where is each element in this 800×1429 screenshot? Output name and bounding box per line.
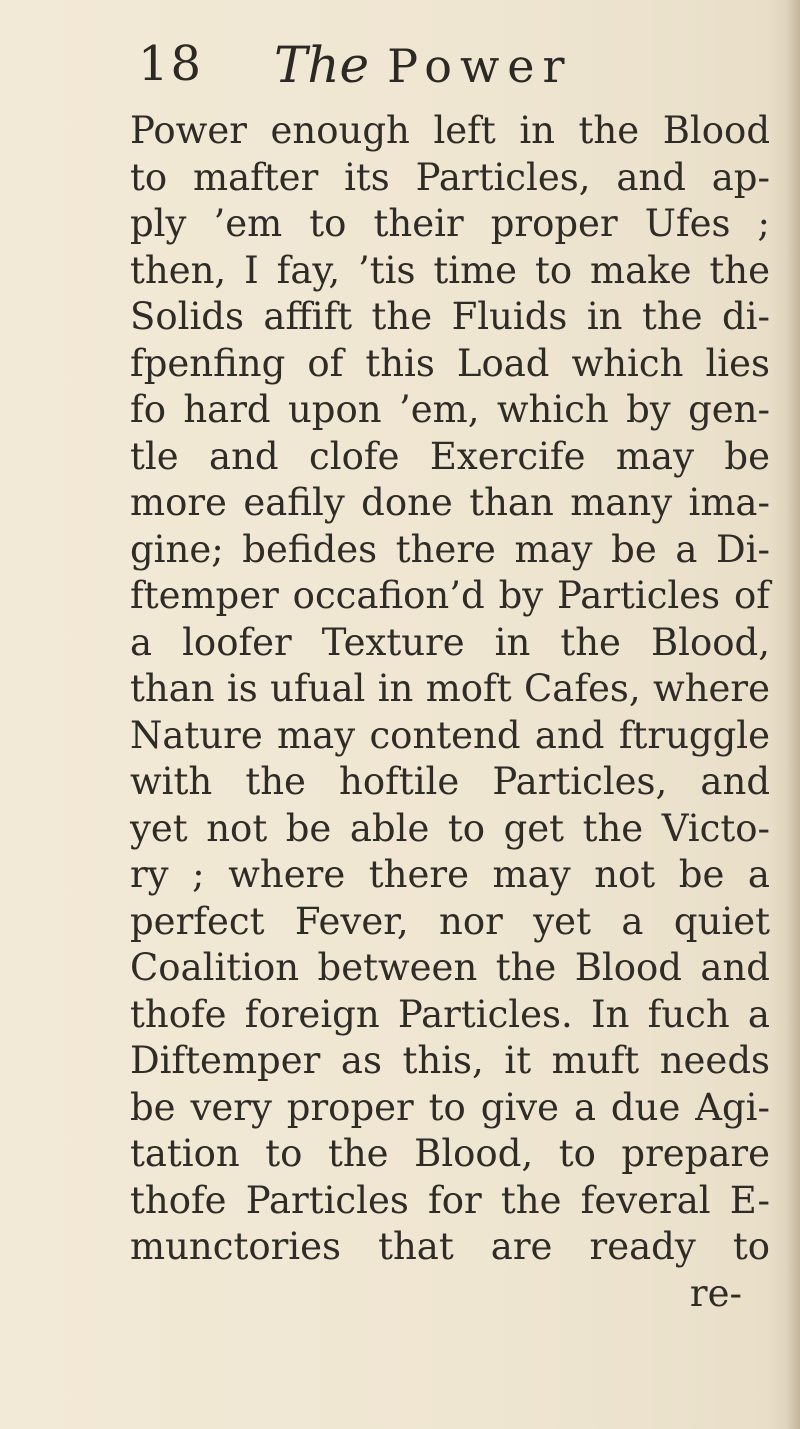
text-line: Coalition between the Blood and: [130, 946, 770, 989]
text-line: fpenfing of this Load which lies: [130, 341, 770, 385]
text-line: than is ufual in moft Cafes, where: [130, 667, 770, 710]
running-title: [274, 36, 573, 94]
page-number: 18: [138, 36, 204, 92]
text-line: munctories that are ready to: [130, 1225, 770, 1268]
text-line: a loofer Texture in the Blood,: [130, 620, 770, 664]
page-edge-shadow: [786, 0, 800, 1429]
running-title-the: The: [274, 36, 370, 94]
text-line: be very proper to give a due Agi-: [130, 1085, 770, 1129]
running-header: [138, 28, 658, 98]
text-line: yet not be able to get the Victo-: [130, 806, 770, 850]
text-line: gine; befides there may be a Di-: [130, 527, 770, 571]
text-line: thofe Particles for the feveral E-: [130, 1178, 770, 1222]
text-line: Solids affift the Fluids in the di-: [130, 295, 770, 338]
text-line: tle and clofe Exercife may be: [130, 434, 770, 478]
text-line: Diftemper as this, it muft needs: [130, 1039, 770, 1082]
text-line: to mafter its Particles, and ap-: [130, 155, 770, 199]
text-line: with the hoftile Particles, and: [130, 760, 770, 803]
text-line: perfect Fever, nor yet a quiet: [130, 899, 770, 943]
text-line: ftemper occafion’d by Particles of: [130, 574, 770, 617]
text-line: Power enough left in the Blood: [130, 109, 770, 152]
text-line: Nature may contend and ftruggle: [130, 713, 770, 757]
running-title-power: Power: [387, 39, 573, 93]
text-line: tation to the Blood, to prepare: [130, 1132, 770, 1175]
text-line: fo hard upon ’em, which by gen-: [130, 388, 770, 431]
text-line: then, I fay, ’tis time to make the: [130, 248, 770, 292]
text-line: thofe foreign Particles. In fuch a: [130, 992, 770, 1036]
text-line: ply ’em to their proper Ufes ;: [130, 202, 770, 245]
text-line: ry ; where there may not be a: [130, 853, 770, 896]
text-line: more eafily done than many ima-: [130, 481, 770, 524]
catchword: re-: [689, 1271, 742, 1315]
body-text: [130, 108, 770, 1317]
